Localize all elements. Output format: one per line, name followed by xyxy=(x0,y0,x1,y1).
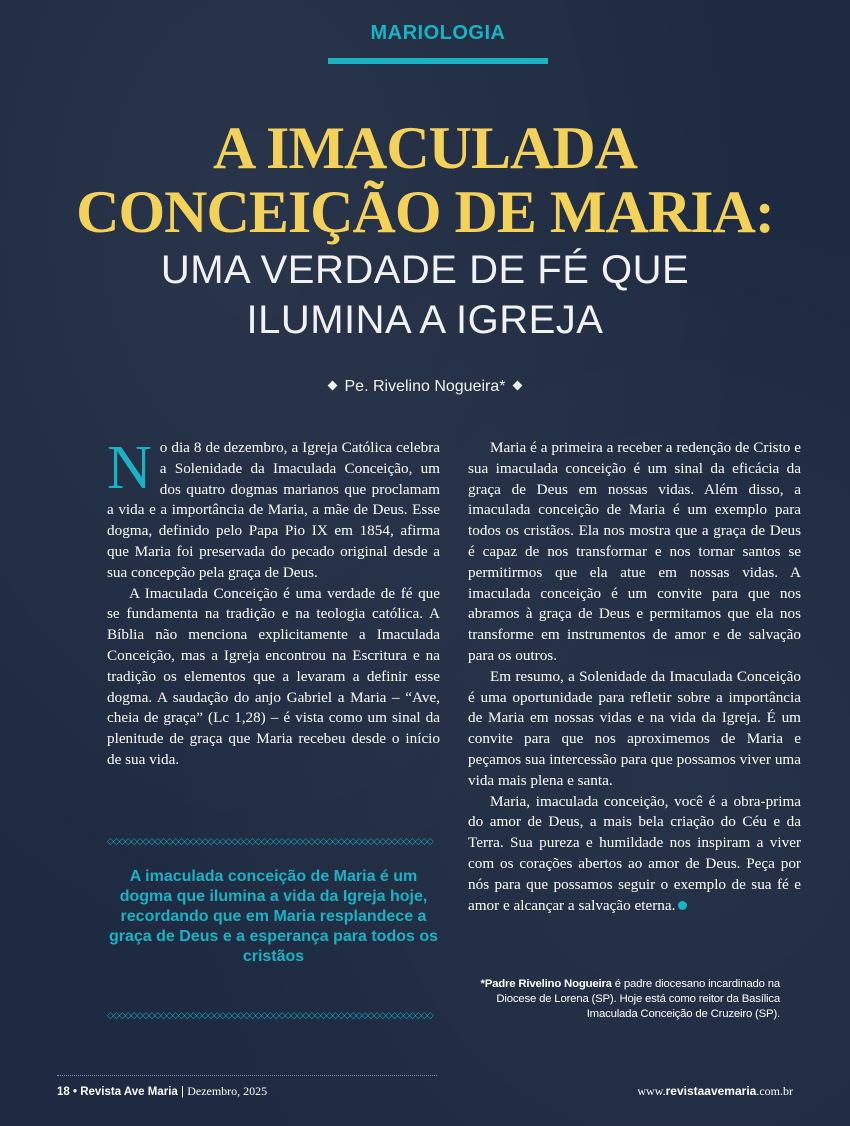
section-rule xyxy=(328,58,548,64)
author-note-text: é padre diocesano incardinado na Diocese de Lorena (SP). Hoje está como reitor da Basílica Imaculada Conceição de Cruzeiro (SP). xyxy=(496,978,780,1020)
pullquote: A imaculada conceição de Maria é um dogma que ilumina a vida da Igreja hoje, recordando que em Maria resplandece a graça de Deus e a esperança para todos os cristãos xyxy=(108,868,439,965)
footer-separator: | xyxy=(181,1086,184,1098)
end-mark-icon xyxy=(678,901,687,910)
article-paragraph: No dia 8 de dezembro, a Igreja Católica celebra a Solenidade da Imaculada Conceição, um dos quatro dogmas marianos que proclamam a vida e a importância de Maria, a mãe de Deus. Esse dogma, definido pelo Papa Pio IX em 1854, afirma que Maria foi preservada do pecado original desde a sua concepção pela graça de Deus. xyxy=(107,434,440,581)
subtitle-line-2: ILUMINA A IGREJA xyxy=(246,298,604,342)
title-line-2: CONCEIÇÃO DE MARIA: xyxy=(76,179,774,245)
author-note xyxy=(480,977,780,1022)
section-label: MARIOLOGIA xyxy=(370,22,506,44)
footer-url[interactable]: www.revistaavemaria.com.br xyxy=(637,1084,793,1098)
byline-author: Pe. Rivelino Nogueira* xyxy=(344,378,506,395)
subtitle-line-1: UMA VERDADE DE FÉ QUE xyxy=(160,248,690,292)
author-note-name: *Padre Rivelino Nogueira xyxy=(480,978,612,990)
article-paragraph: Maria, imaculada conceição, você é a obra-prima do amor de Deus, a mais bela criação do Céu e da Terra. Sua pureza e humildade nos inspiram a viver com os corações abertos ao amor de Deus. Peça por nós para que possamos seguir o exemplo de sua fé e amor e alcançar a salvação eterna. xyxy=(468,792,801,914)
article-paragraph: Maria é a primeira a receber a redenção de Cristo e sua imaculada conceição é um sinal da eficácia da graça de Deus em nossas vidas. Além disso, a imaculada conceição de Maria é um exemplo para todos os cristãos. Ela nos mostra que a graça de Deus é capaz de nos transformar e nos tornar santos se permitirmos que ela atue em nossas vidas. A imaculada conceição é um convite para que nos abramos à graça de Deus e permitamos que ela nos transforme em instrumentos de amor e de salvação para os outros. xyxy=(468,439,801,664)
diamond-icon xyxy=(513,380,523,390)
pullquote-top-rule: ◇◇◇◇◇◇◇◇◇◇◇◇◇◇◇◇◇◇◇◇◇◇◇◇◇◇◇◇◇◇◇◇◇◇◇◇◇◇◇◇◇◇◇◇◇◇◇◇◇◇◇◇◇◇◇ xyxy=(107,838,433,846)
article-paragraph: Em resumo, a Solenidade da Imaculada Conceição é uma oportunidade para refletir sobre a importância de Maria em nossas vidas e na vida da Igreja. É um convite para que nos aproximemos de Maria e peçamos sua intercessão para que possamos viver uma vida mais plena e santa. xyxy=(468,667,801,789)
footer-page: 18 • Revista Ave Maria xyxy=(57,1086,178,1098)
diamond-icon xyxy=(327,380,337,390)
byline xyxy=(0,378,850,396)
title-line-1: A IMACULADA xyxy=(213,115,637,181)
footer-date: Dezembro, 2025 xyxy=(187,1084,268,1098)
article-column-left xyxy=(107,434,440,771)
footer-rule xyxy=(57,1075,437,1076)
drop-cap: N xyxy=(107,434,152,502)
article-paragraph: A Imaculada Conceição é uma verdade de fé que se fundamenta na tradição e na teologia católica. A Bíblia não menciona explicitamente a Imaculada Conceição, mas a Igreja encontrou na Escritura e na tradição os elementos que a levaram a definir esse dogma. A saudação do anjo Gabriel a Maria – “Ave, cheia de graça” (Lc 1,28) – é vista como um sinal da plenitude de graça que Maria recebeu desde o início de sua vida. xyxy=(107,584,440,768)
article-column-right xyxy=(468,438,801,916)
pullquote-bottom-rule: ◇◇◇◇◇◇◇◇◇◇◇◇◇◇◇◇◇◇◇◇◇◇◇◇◇◇◇◇◇◇◇◇◇◇◇◇◇◇◇◇◇◇◇◇◇◇◇◇◇◇◇◇◇◇◇ xyxy=(107,1012,433,1020)
footer-left xyxy=(57,1084,267,1099)
